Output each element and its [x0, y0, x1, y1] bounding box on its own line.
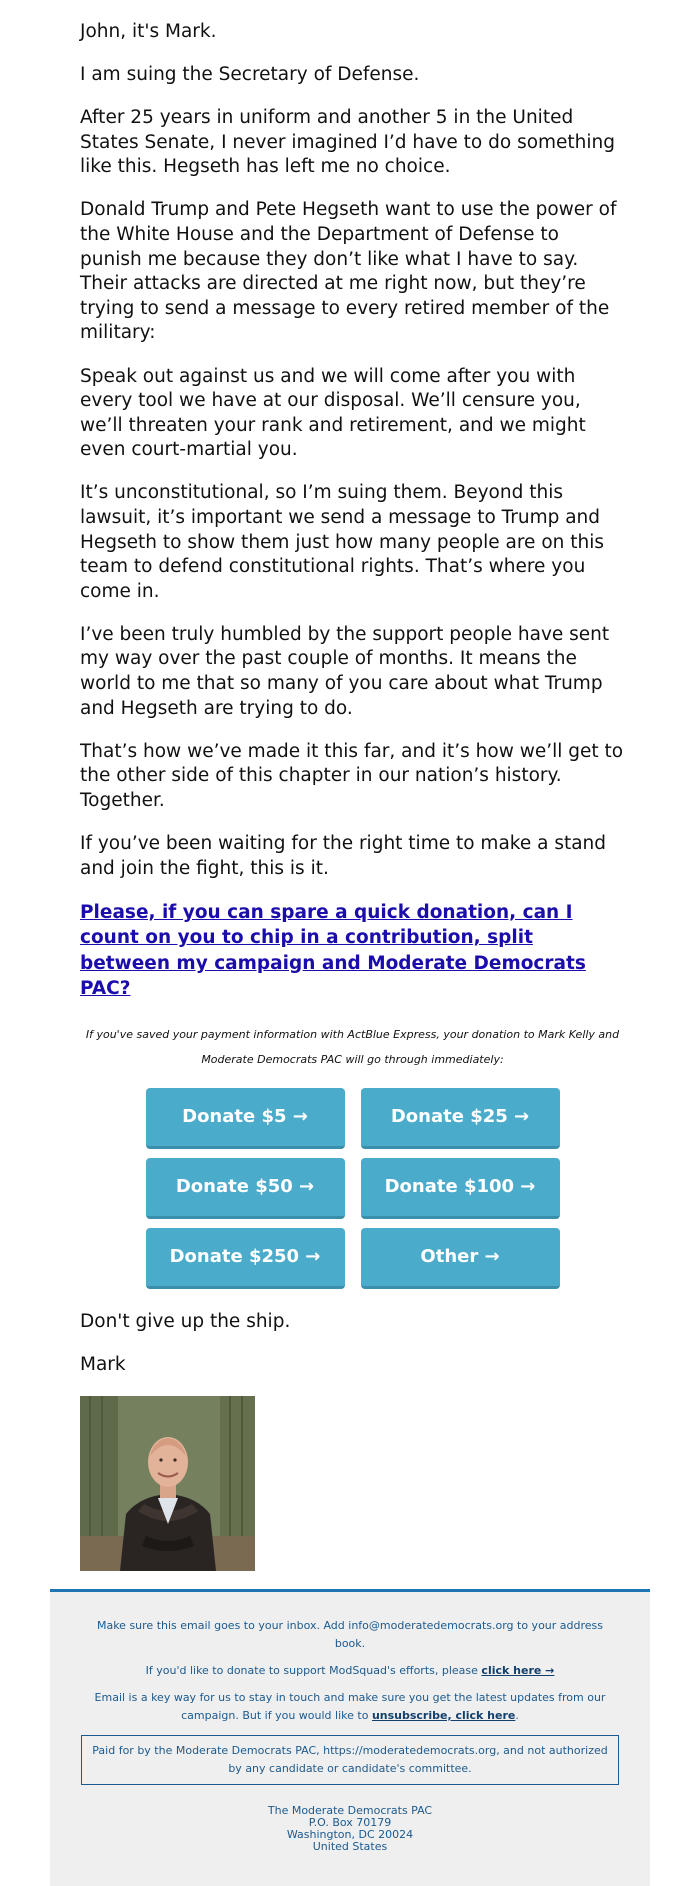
donate-button-grid [146, 1088, 560, 1289]
greeting: John, it's Mark. [80, 21, 217, 42]
unsubscribe-line [50, 1689, 650, 1725]
actblue-note: If you've saved your payment information with ActBlue Express, your donation to Mark Kelly and Moderate Democrats PAC will go through immediately: [85, 1027, 620, 1066]
donate-support-line [50, 1662, 650, 1680]
unsubscribe-link[interactable]: unsubscribe, click here [371, 1709, 516, 1722]
signature: Mark [80, 1354, 126, 1376]
address-line-3: Washington, DC 20024 [286, 1828, 414, 1841]
signoff: Don't give up the ship. [80, 1310, 291, 1332]
paragraph-3: Donald Trump and Pete Hegseth want to use the power of the White House and the Department of Defense to punish me because they don’t like what I have to say. Their attacks are directed at me right now, but they’re trying to send a message to every retired member of the military: [80, 199, 617, 344]
donate-250-button[interactable]: Donate $250 → [146, 1228, 345, 1289]
paid-for-disclaimer: Paid for by the Moderate Democrats PAC, https://moderatedemocrats.org, and not authorized by any candidate or candidate's committee. [92, 1744, 608, 1775]
address-line-1: The Moderate Democrats PAC [267, 1804, 433, 1817]
paragraph-6: I’ve been truly humbled by the support people have sent my way over the past couple of months. It means the world to me that so many of you care about what Trump and Hegseth are trying to do. [80, 623, 610, 719]
paragraph-8: If you’ve been waiting for the right time to make a stand and join the fight, this is it. [80, 833, 607, 879]
donate-100-button[interactable]: Donate $100 → [361, 1158, 560, 1219]
paragraph-5: It’s unconstitutional, so I’m suing them. Beyond this lawsuit, it’s important we send a message to Trump and Hegseth to show them just how many people are on this team to defend constitutional rights. That’s where you come in. [80, 482, 604, 602]
email-body [80, 0, 625, 1571]
unsubscribe-period: . [515, 1709, 519, 1722]
donate-5-button[interactable]: Donate $5 → [146, 1088, 345, 1149]
paragraph-4: Speak out against us and we will come after you with every tool we have at our disposal. We’ll censure you, we’ll threaten your rank and retirement, and we might even court-martial you. [80, 365, 586, 461]
email-footer [50, 1589, 650, 1886]
paid-for-box [81, 1735, 619, 1785]
paragraph-1: I am suing the Secretary of Defense. [80, 64, 420, 86]
portrait-illustration [80, 1396, 255, 1571]
paragraph-2: After 25 years in uniform and another 5 in the United States Senate, I never imagined I’d have to do something like this. Hegseth has left me no choice. [80, 107, 616, 178]
donate-support-text: If you'd like to donate to support ModSquad's efforts, please [145, 1664, 482, 1677]
mark-kelly-photo [80, 1396, 255, 1571]
donate-other-button[interactable]: Other → [361, 1228, 560, 1289]
donate-click-here-link[interactable]: click here → [481, 1664, 555, 1677]
unsubscribe-text: Email is a key way for us to stay in touch and make sure you get the latest updates from our campaign. But if you would like to [94, 1691, 606, 1722]
address-line-2: P.O. Box 70179 [308, 1816, 392, 1829]
donate-50-button[interactable]: Donate $50 → [146, 1158, 345, 1219]
inbox-instructions: Make sure this email goes to your inbox. Add info@moderatedemocrats.org to your address book. [96, 1619, 604, 1650]
donation-ask-link[interactable]: Please, if you can spare a quick donation, can I count on you to chip in a contribution, split between my campaign and Moderate Democrats PAC? [80, 901, 586, 1000]
address-line-4: United States [312, 1840, 388, 1853]
paragraph-7: That’s how we’ve made it this far, and it’s how we’ll get to the other side of this chapter in our nation’s history. Together. [80, 740, 624, 811]
mailing-address [50, 1805, 650, 1853]
donate-25-button[interactable]: Donate $25 → [361, 1088, 560, 1149]
